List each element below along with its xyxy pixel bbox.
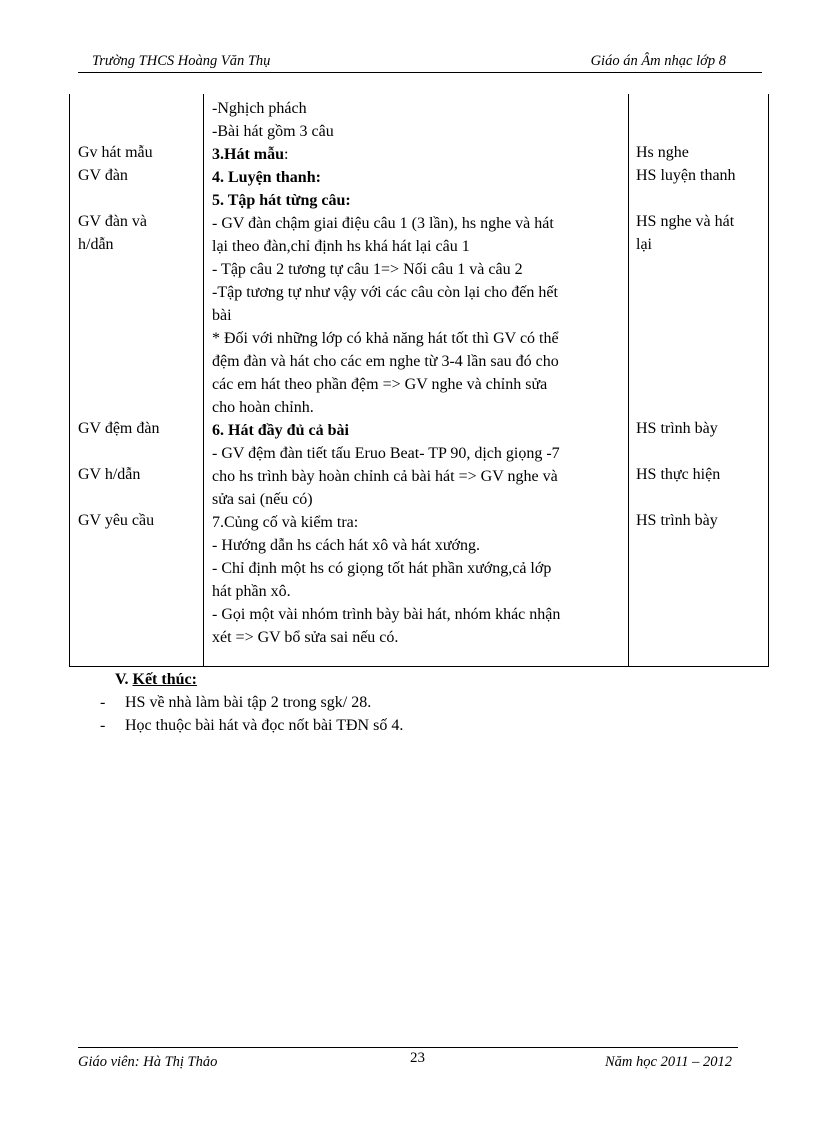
teacher-activity: GV đàn — [78, 167, 128, 184]
content-line: cho hs trình bày hoàn chỉnh cả bài hát => GV nghe và — [212, 468, 558, 485]
content-line: - GV đệm đàn tiết tấu Eruo Beat- TP 90, dịch giọng -7 — [212, 445, 560, 462]
student-activity: HS thực hiện — [636, 466, 721, 483]
content-line: sửa sai (nếu có) — [212, 491, 313, 508]
student-activity: Hs nghe — [636, 144, 689, 161]
student-activity: HS trình bày — [636, 420, 718, 437]
teacher-activity: GV đàn và — [78, 213, 148, 230]
content-line: đệm đàn và hát cho các em nghe từ 3-4 lần sau đó cho — [212, 353, 559, 370]
teacher-activity: GV h/dẫn — [78, 466, 141, 483]
teacher-activity: GV yêu cầu — [78, 512, 155, 529]
content-line: -Nghịch phách — [212, 100, 307, 117]
content-line: - Hướng dẫn hs cách hát xô và hát xướng. — [212, 537, 480, 554]
ending-item: - HS về nhà làm bài tập 2 trong sgk/ 28. — [100, 694, 372, 711]
content-line: - GV đàn chậm giai điệu câu 1 (3 lần), hs nghe và hát — [212, 215, 554, 232]
teacher-activity: Gv hát mẫu — [78, 144, 153, 161]
lesson-content-column — [212, 97, 628, 649]
content-line: cho hoàn chỉnh. — [212, 399, 314, 416]
teacher-activity: h/dẫn — [78, 236, 114, 253]
student-activity: HS trình bày — [636, 512, 718, 529]
student-activity: lại — [636, 236, 652, 253]
page-footer — [78, 1047, 738, 1074]
ending-section — [100, 668, 403, 737]
content-line: -Tập tương tự như vậy với các câu còn lại cho đến hết — [212, 284, 558, 301]
footer-school-year: Năm học 2011 – 2012 — [604, 1054, 732, 1070]
content-line: xét => GV bổ sửa sai nếu có. — [212, 629, 399, 646]
content-line: các em hát theo phần đệm => GV nghe và chỉnh sửa — [212, 376, 548, 393]
content-line: - Gọi một vài nhóm trình bày bài hát, nhóm khác nhận — [212, 606, 561, 623]
content-line: - Chỉ định một hs có giọng tốt hát phần xướng,cả lớp — [212, 560, 552, 577]
footer-teacher: Giáo viên: Hà Thị Thảo — [78, 1054, 218, 1070]
section-heading: 6. Hát đầy đủ cả bài — [212, 422, 349, 439]
column-divider-1 — [203, 94, 204, 666]
content-line: lại theo đàn,chỉ định hs khá hát lại câu 1 — [212, 238, 470, 255]
page-header — [78, 52, 762, 73]
ending-title: V. Kết thúc: — [115, 671, 197, 688]
content-line: hát phần xô. — [212, 583, 291, 600]
section-heading: 3.Hát mẫu — [212, 146, 284, 163]
content-line: * Đối với những lớp có khả năng hát tốt thì GV có thể — [212, 330, 559, 347]
page-number: 23 — [410, 1050, 425, 1066]
header-subject: Giáo án Âm nhạc lớp 8 — [590, 53, 726, 69]
column-divider-2 — [628, 94, 629, 666]
content-line: 7.Củng cố và kiểm tra: — [212, 514, 359, 531]
student-activity-column — [636, 141, 736, 532]
teacher-activity: GV đệm đàn — [78, 420, 160, 437]
ending-item: - Học thuộc bài hát và đọc nốt bài TĐN số 4. — [100, 717, 404, 734]
content-line: -Bài hát gồm 3 câu — [212, 123, 334, 140]
student-activity: HS luyện thanh — [636, 167, 736, 184]
student-activity: HS nghe và hát — [636, 213, 735, 230]
content-line: 3.Hát mẫu: — [212, 146, 289, 163]
section-heading: 4. Luyện thanh: — [212, 169, 321, 186]
content-line: - Tập câu 2 tương tự câu 1=> Nối câu 1 và câu 2 — [212, 261, 523, 278]
teacher-activity-column — [78, 141, 159, 532]
content-line: bài — [212, 307, 232, 324]
lesson-table — [69, 94, 769, 667]
section-heading: 5. Tập hát từng câu: — [212, 192, 351, 209]
header-school: Trường THCS Hoàng Văn Thụ — [92, 53, 271, 69]
